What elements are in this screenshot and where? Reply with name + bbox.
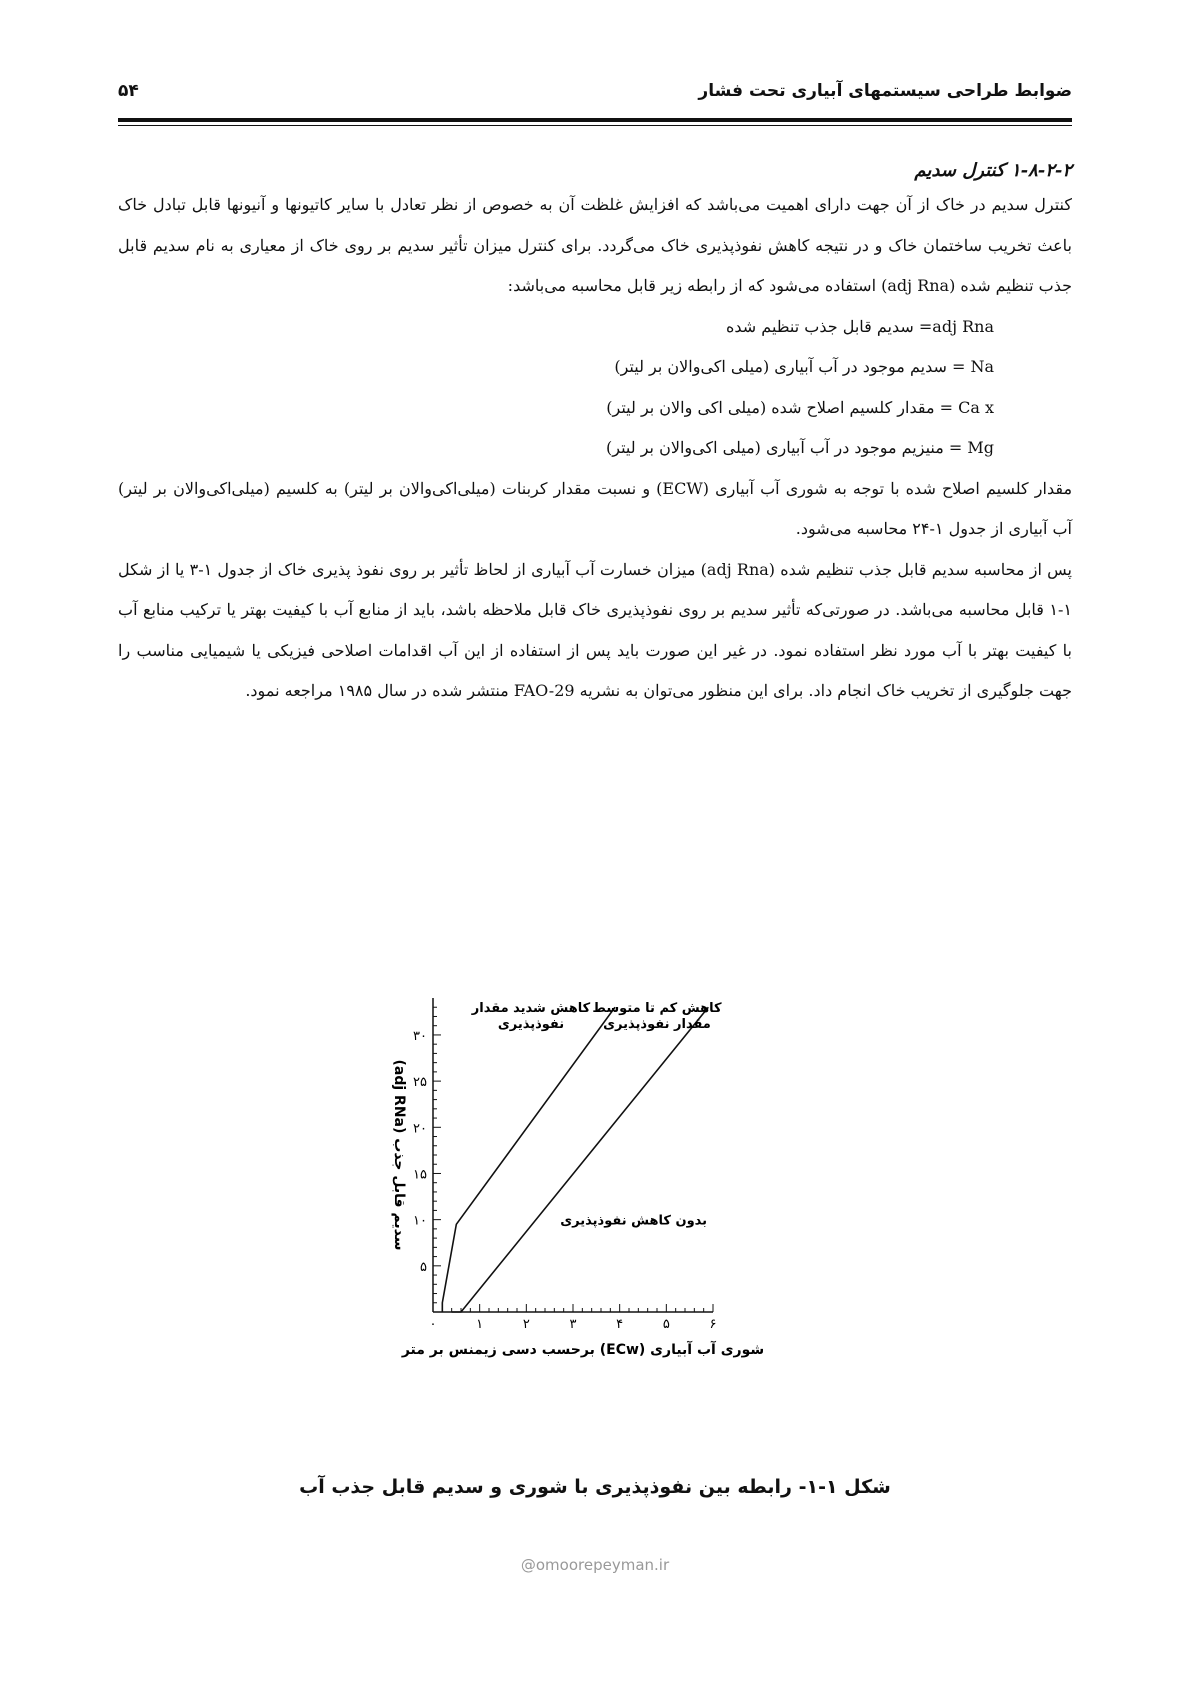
- chart-series: [442, 1007, 708, 1312]
- figure-caption: شکل ۱-۱- رابطه بین نفوذپذیری با شوری و سدیم قابل جذب آب: [299, 1476, 891, 1498]
- x-axis-label: شوری آب آبیاری (ECw) برحسب دسی زیمنس بر متر: [401, 1342, 765, 1358]
- x-tick-label: ۰: [429, 1317, 437, 1332]
- definitions-list: [118, 307, 1072, 469]
- paragraph-3: پس از محاسبه سدیم قابل جذب تنظیم شده (adj Rna) میزان خسارت آب آبیاری از لحاظ تأثیر بر روی نفوذ پذیری خاک از جدول ۱-۳ یا از شکل ۱-۱ قابل محاسبه می‌باشد. در صورتی‌که تأثیر سدیم بر روی نفوذپذیری خاک قابل ملاحظه باشد، باید از منابع آب با کیفیت بهتر یا ترکیب منابع آب با کیفیت بهتر با آب مورد نظر استفاده نمود. در غیر این صورت باید پس از استفاده از این آب اقدامات اصلاحی فیزیکی یا شیمیایی مناسب را جهت جلوگیری از تخریب خاک انجام داد. برای این منظور می‌توان به نشریه FAO-29 منتشر شده در سال ۱۹۸۵ مراجعه نمود.: [118, 559, 1072, 700]
- chart-svg: [373, 978, 813, 1418]
- definition-symbol: adj Rna: [932, 316, 994, 336]
- definition-item: [118, 388, 994, 429]
- header-rule-thin: [118, 125, 1072, 126]
- section-heading: ۱-۸-۲-۲ کنترل سدیم: [914, 160, 1072, 181]
- y-tick-label: ۵: [420, 1259, 427, 1275]
- x-tick-label: ۳: [569, 1317, 577, 1332]
- figure-chart: [373, 978, 813, 1418]
- region-label-line: نفوذپذیری: [497, 1016, 565, 1032]
- chart-labels: [391, 1001, 764, 1358]
- x-tick-label: ۵: [662, 1317, 670, 1332]
- y-tick-label: ۳۰: [413, 1028, 427, 1044]
- x-tick-label: ۶: [709, 1317, 717, 1332]
- region-label-2: [592, 1001, 722, 1032]
- chart-axes: [413, 998, 716, 1332]
- page-header: [118, 74, 1072, 108]
- region-label-line: بدون کاهش نفوذپذیری: [560, 1213, 708, 1229]
- definition-symbol: Na: [970, 357, 994, 376]
- paragraph-2: مقدار کلسیم اصلاح شده با توجه به شوری آب آبیاری (ECW) و نسبت مقدار کربنات (میلی‌اکی‌والان بر لیتر) به کلسیم (میلی‌اکی‌والان بر لیتر) آب آبیاری از جدول ۱-۲۴ محاسبه می‌شود.: [118, 478, 1073, 538]
- y-tick-label: ۲۰: [413, 1121, 427, 1137]
- y-tick-label: ۲۵: [413, 1075, 427, 1091]
- x-tick-label: ۱: [476, 1317, 484, 1332]
- intro-paragraph: کنترل سدیم در خاک از آن جهت دارای اهمیت می‌باشد که افزایش غلظت آن به خصوص از نظر تعادل با سایر کاتیونها و آنیونها قابل تبادل خاک باعث تخریب ساختمان خاک و در نتیجه کاهش نفوذپذیری خاک می‌گردد. برای کنترل میزان تأثیر سدیم بر روی خاک از معیاری به نام سدیم قابل جذب تنظیم شده (adj Rna) استفاده می‌شود که از رابطه زیر قابل محاسبه می‌باشد:: [118, 195, 1073, 295]
- running-title: ضوابط طراحی سیستمهای آبیاری تحت فشار: [698, 81, 1072, 101]
- main-content: [118, 160, 1072, 712]
- series-line-1: [442, 1007, 615, 1312]
- y-axis-label: سدیم قابل جذب (adj RNa): [391, 1059, 407, 1251]
- definition-text: = سدیم موجود در آب آبیاری (میلی اکی‌والان بر لیتر): [614, 357, 971, 376]
- definition-item: [118, 307, 994, 348]
- region-label-line: کاهش شدید مقدار: [471, 1000, 591, 1016]
- region-label-1: [471, 1001, 591, 1032]
- definition-symbol: Mg: [967, 438, 994, 457]
- definition-text: = مقدار کلسیم اصلاح شده (میلی اکی والان بر لیتر): [606, 397, 959, 417]
- header-rule-thick: [118, 118, 1072, 122]
- series-line-2: [452, 1007, 709, 1312]
- region-label-line: کاهش کم تا متوسط: [592, 1000, 722, 1016]
- definition-text: = منیزیم موجود در آب آبیاری (میلی اکی‌والان بر لیتر): [606, 438, 968, 457]
- y-tick-label: ۱۵: [413, 1167, 427, 1183]
- x-tick-label: ۲: [522, 1317, 530, 1332]
- definition-text: = سدیم قابل جذب تنظیم شده: [726, 316, 933, 336]
- page-number: ۵۴: [118, 81, 139, 101]
- site-watermark: @omoorepeyman.ir: [520, 1556, 670, 1574]
- definition-item: [118, 428, 994, 469]
- x-tick-label: ۴: [616, 1317, 624, 1332]
- definition-symbol: Ca x: [958, 397, 994, 417]
- definition-item: [118, 347, 994, 388]
- region-label-line: مقدار نفوذپذیری: [603, 1016, 711, 1032]
- region-label-3: [560, 1213, 707, 1228]
- y-tick-label: ۱۰: [413, 1213, 427, 1229]
